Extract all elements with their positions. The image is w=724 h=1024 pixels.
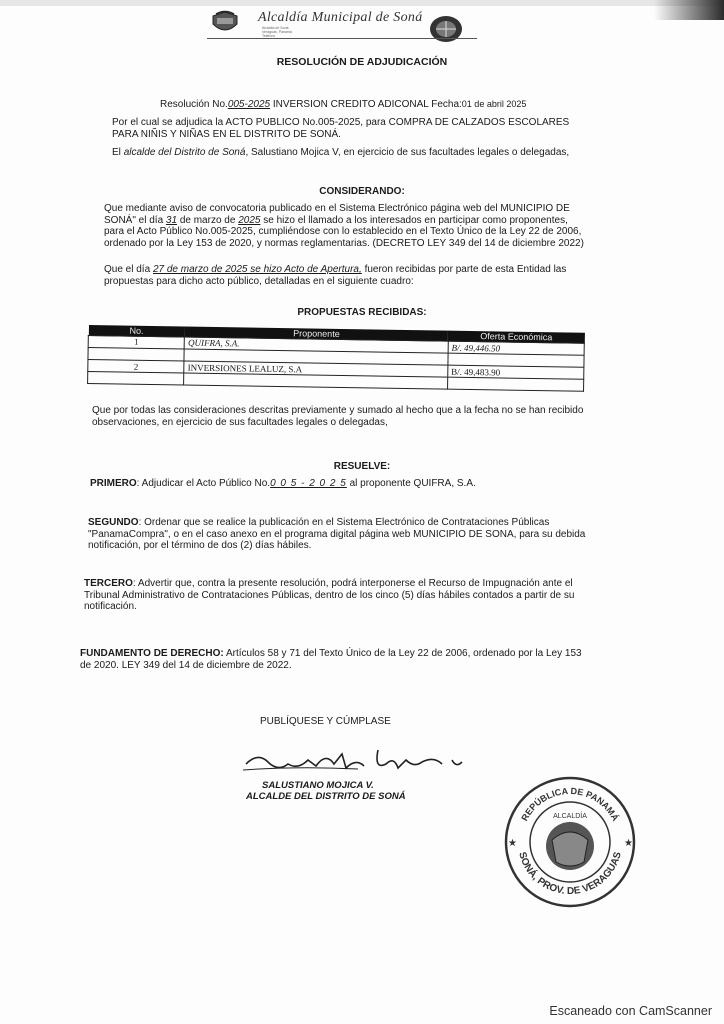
cell-oferta: B/. 49,446.50	[448, 341, 584, 355]
signatory-title: ALCALDE DEL DISTRITO DE SONÁ	[246, 791, 406, 802]
fundamento-text: Artículos 58 y 71 del Texto Único de la Ley 22 de 2006, ordenado por la Ley 153 de 2020. LEY 349 del 14 de diciembre de 2022.	[80, 648, 582, 671]
panama-coat-of-arms-icon	[210, 10, 240, 36]
segundo-label: SEGUNDO	[88, 517, 139, 528]
alcalde-intro-rest: , Salustiano Mojica V, en ejercicio de sus facultades legales o delegadas,	[245, 147, 570, 158]
column-header-proponente: Proponente	[185, 327, 449, 342]
municipal-seal-icon	[428, 14, 464, 44]
considerando-1-year: 2025	[238, 214, 261, 226]
considerando-1-part2: de marzo de	[179, 214, 236, 226]
considerando-2-underlined: 27 de marzo de 2025 se hizo Acto de Apertura,	[152, 264, 362, 275]
primero-text: : Adjudicar el Acto Público No.	[136, 478, 271, 489]
letterhead-title: Alcaldía Municipal de Soná	[258, 10, 423, 25]
handwritten-signature	[238, 742, 488, 782]
fundamento-label: FUNDAMENTO DE DERECHO:	[80, 648, 224, 659]
considerando-1-day: 31	[165, 214, 178, 226]
resuelve-heading: RESUELVE:	[333, 461, 391, 472]
primero-paragraph	[90, 478, 590, 490]
resolution-date: 01 de abril 2025	[461, 99, 527, 109]
cell-proponente: INVERSIONES LEALUZ, S.A	[184, 361, 448, 377]
cell-empty	[88, 372, 184, 386]
considerando-paragraph-2	[104, 264, 586, 287]
letterhead-line: Teléfono	[262, 34, 276, 38]
official-stamp	[500, 772, 640, 912]
letterhead-divider	[207, 38, 477, 39]
cell-no: 1	[88, 336, 184, 350]
letterhead-line: Alcaldía de Soná	[262, 26, 289, 30]
cell-empty	[447, 377, 583, 391]
considerando-1-part3: se hizo el llamado a los interesados en participar como proponentes, para el Acto Público No.005-2025, cumpliéndose con lo establecido en el Texto Único de la Ley 22 de 2006, ordenado por la Ley 153 de 2020, y normas reglamentarias. (DECRETO LEY 349 del 14 de diciembre 2022)	[104, 214, 584, 249]
stamp-bottom-text: SONÁ, PROV. DE VERAGUAS	[516, 850, 624, 898]
resolution-line	[160, 99, 580, 111]
considerando-2-part2: fueron recibidas por parte de esta Entidad las propuestas para dicho acto público, detalladas en el siguiente cuadro:	[104, 264, 567, 287]
letterhead-small-text	[262, 26, 412, 38]
fundamento-paragraph	[80, 648, 588, 671]
propuestas-heading: PROPUESTAS RECIBIDAS:	[297, 307, 427, 318]
signatory-name: SALUSTIANO MOJICA V.	[262, 780, 374, 791]
segundo-paragraph	[88, 517, 588, 552]
considerando-1-part1: Que mediante aviso de convocatoria publicado en el Sistema Electrónico página web del MUNICIPIO DE SONÁ" el día	[104, 203, 570, 226]
stamp-top-text: REPÚBLICA DE PANAMÁ	[519, 785, 621, 823]
publiquese-line: PUBLÍQUESE Y CÚMPLASE	[260, 716, 391, 727]
considerando-heading: CONSIDERANDO:	[319, 186, 405, 197]
considerando-2-part1: Que el día	[104, 264, 151, 275]
resolution-number: 005-2025	[227, 99, 271, 110]
primero-act-number: 0 0 5 - 2 0 2 5	[270, 478, 347, 489]
cell-no: 2	[88, 360, 184, 374]
alcalde-intro-paragraph	[112, 147, 592, 159]
stamp-inner-text: ALCALDÍA	[553, 813, 587, 820]
column-header-no: No.	[88, 325, 184, 337]
cell-proponente: QUIFRA, S.A.	[184, 337, 448, 353]
por-el-cual-paragraph: Por el cual se adjudica la ACTO PUBLICO No.005-2025, para COMPRA DE CALZADOS ESCOLARES PARA NIÑIS Y NIÑAS EN EL DISTRITO DE SONÁ.	[112, 117, 570, 140]
camscanner-watermark: Escaneado con CamScanner	[549, 1004, 712, 1018]
considerando-paragraph-1	[104, 203, 586, 249]
alcalde-intro-lead: El	[112, 147, 121, 158]
tercero-text: : Advertir que, contra la presente resolución, podrá interponerse el Recurso de Impugnación ante el Tribunal Administrativo de Contrataciones Públicas, dentro de los cinco (5) días hábiles contados a partir de su notificación.	[84, 578, 575, 612]
segundo-text: : Ordenar que se realice la publicación en el Sistema Electrónico de Contrataciones Públicas "PanamaCompra", o en el caso anexo en el programa digital página web MUNICIPIO DE SONA, para su debida notificación, por el término de dos (2) días hábiles.	[88, 517, 586, 551]
resolution-prefix: Resolución No.	[160, 99, 228, 110]
document-title: RESOLUCIÓN DE ADJUDICACIÓN	[276, 56, 448, 68]
tercero-paragraph	[84, 578, 588, 613]
proposals-table	[87, 325, 585, 392]
scan-shadow-top	[0, 0, 724, 6]
stamp-star-icon: ★	[624, 838, 633, 849]
tercero-label: TERCERO	[84, 578, 133, 589]
cell-oferta: B/. 49,483.90	[448, 365, 584, 379]
scan-shadow-corner	[654, 0, 724, 20]
primero-text-2: al proponente QUIFRA, S.A.	[349, 478, 476, 489]
resolution-subject: INVERSION CREDITO ADICONAL Fecha:	[272, 99, 462, 110]
alcalde-intro-italic: alcalde del Distrito de Soná	[123, 147, 246, 158]
column-header-oferta: Oferta Económica	[448, 331, 584, 344]
letterhead-line: Veraguas, Panamá	[262, 30, 292, 34]
primero-label: PRIMERO	[90, 478, 137, 489]
stamp-star-icon: ★	[508, 838, 517, 849]
que-por-todas-paragraph: Que por todas las consideraciones descritas previamente y sumado al hecho que a la fecha no se han recibido observaciones, en ejercicio de sus facultades legales o delegadas,	[92, 405, 584, 428]
